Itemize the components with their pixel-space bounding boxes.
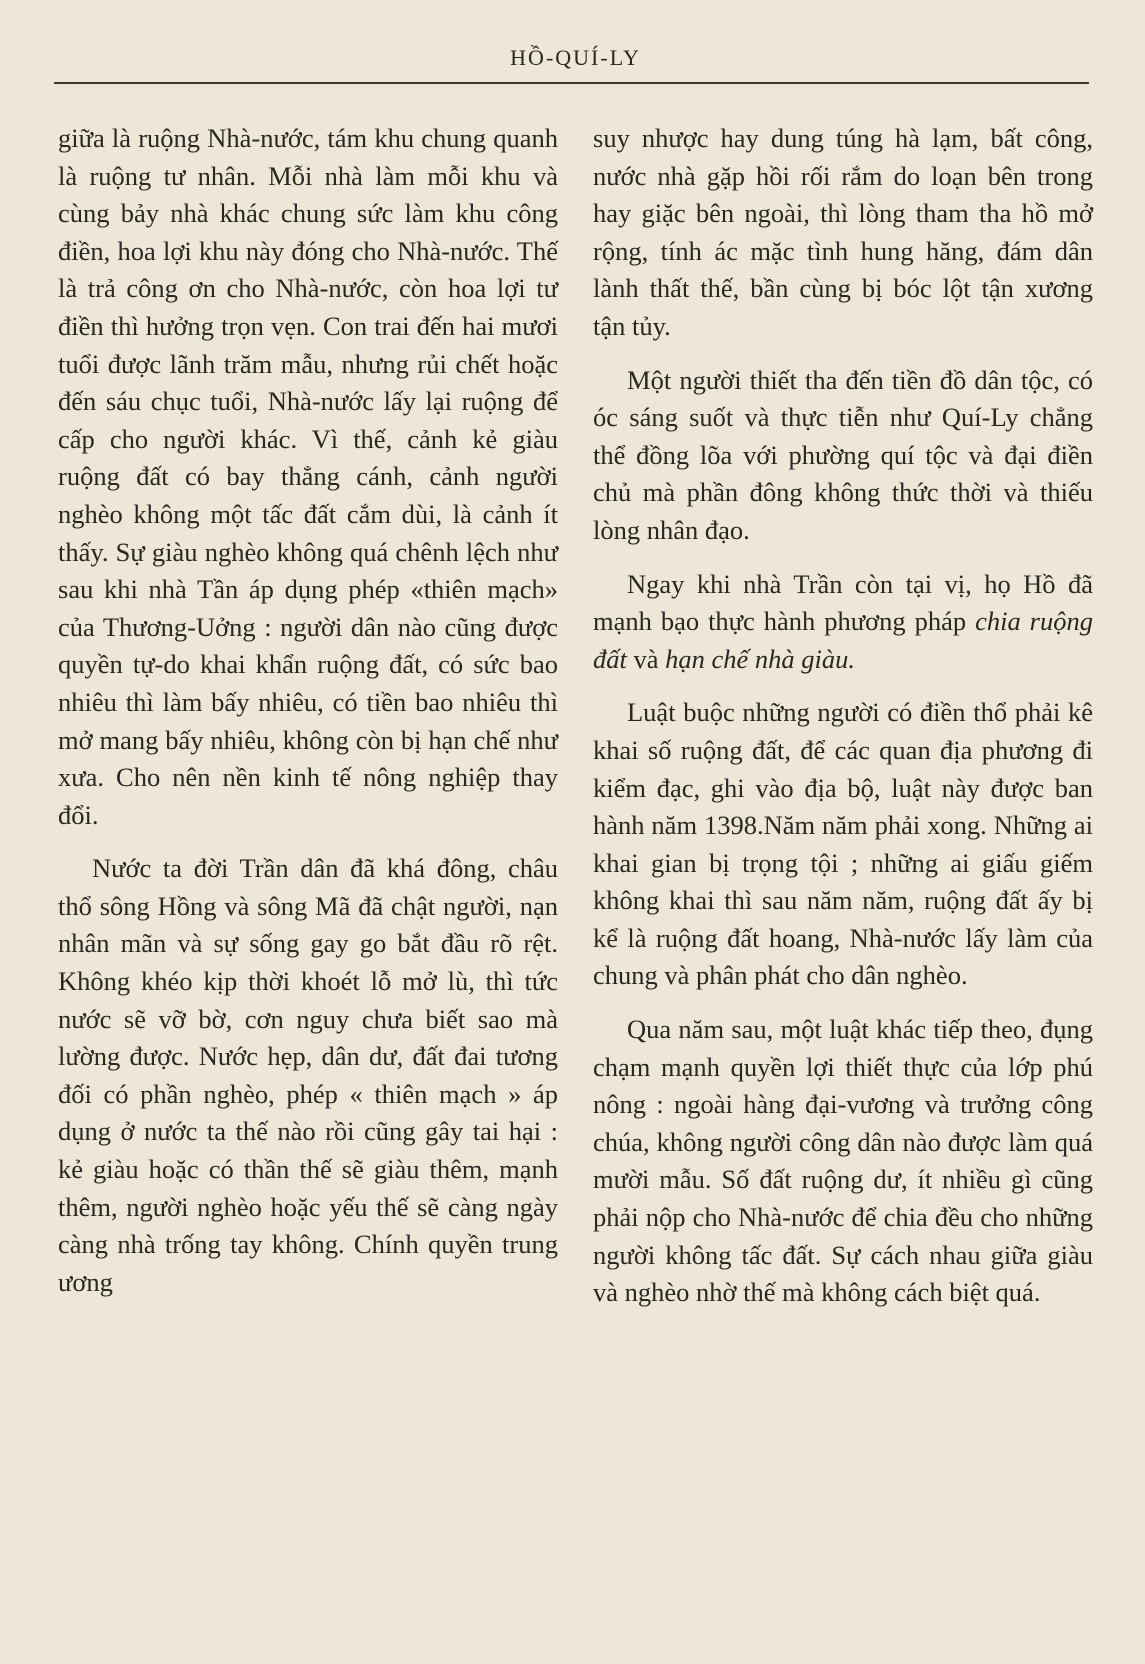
header-rule [54,82,1089,84]
paragraph: Luật buộc những người có điền thổ phải kê khai số ruộng đất, để các quan địa phương đi kiểm đạc, ghi vào địa bộ, luật này được ban hành năm 1398.Năm năm phải xong. Những ai khai gian bị trọng tội ; những ai giấu giếm không khai thì sau năm năm, ruộng đất ấy bị kể là ruộng đất hoang, Nhà-nước lấy làm của chung và phân phát cho dân nghèo. [593,697,1093,991]
italic-phrase: chia ruộng đất [593,606,1093,674]
paragraph: Nước ta đời Trần dân đã khá đông, châu thổ sông Hồng và sông Mã đã chật người, nạn nhân mãn và sự sống gay go bắt đầu rõ rệt. Không khéo kịp thời khoét lỗ mở lù, thì tức nước sẽ vỡ bờ, cơn nguy chưa biết sao mà lường được. Nước hẹp, dân dư, đất đai tương đối có phần nghèo, phép « thiên mạch » áp dụng ở nước ta thế nào rồi cũng gây tai hại : kẻ giàu hoặc có thần thế sẽ giàu thêm, mạnh thêm, người nghèo hoặc yếu thế sẽ càng ngày càng nhà trống tay không. Chính quyền trung ương [58,853,558,1297]
text-columns [58,120,1093,1328]
italic-phrase: hạn chế nhà giàu. [665,643,856,674]
paragraph: Qua năm sau, một luật khác tiếp theo, đụng chạm mạnh quyền lợi thiết thực của lớp phú nông : ngoài hàng đại-vương và trưởng công chúa, không người công dân nào được làm quá mười mẫu. Số đất ruộng dư, ít nhiều gì cũng phải nộp cho Nhà-nước để chia đều cho những người không tấc đất. Sự cách nhau giữa giàu và nghèo nhờ thế mà không cách biệt quá. [593,1014,1093,1308]
text-run: và [626,643,666,674]
text-run: Ngay khi nhà Trần còn tại vị, họ Hồ đã mạnh bạo thực hành phương pháp [593,568,1093,637]
paragraph: Một người thiết tha đến tiền đồ dân tộc, có óc sáng suốt và thực tiễn như Quí-Ly chẳng thể đồng lõa với phường quí tộc và đại điền chủ mà phần đông không thức thời và thiếu lòng nhân đạo. [593,364,1093,545]
paragraph: suy nhược hay dung túng hà lạm, bất công, nước nhà gặp hồi rối rắm do loạn bên trong hay giặc bên ngoài, thì lòng tham tha hồ mở rộng, tính ác mặc tình hung hăng, đám dân lành thất thế, bần cùng bị bóc lột tận xương tận tủy. [593,123,1093,341]
paragraph [593,566,1093,679]
running-head: HỒ-QUÍ-LY [510,45,641,70]
left-column [58,120,558,1328]
paragraph: giữa là ruộng Nhà-nước, tám khu chung quanh là ruộng tư nhân. Mỗi nhà làm mỗi khu và cùng bảy nhà khác chung sức làm khu công điền, hoa lợi khu này đóng cho Nhà-nước. Thế là trả công ơn cho Nhà-nước, còn hoa lợi tư điền thì hưởng trọn vẹn. Con trai đến hai mươi tuổi được lãnh trăm mẫu, nhưng rủi chết hoặc đến sáu chục tuổi, Nhà-nước lấy lại ruộng để cấp cho người khác. Vì thế, cảnh kẻ giàu ruộng đất có bay thẳng cánh, cảnh người nghèo không một tấc đất cắm dùi, là cảnh ít thấy. Sự giàu nghèo không quá chênh lệch như sau khi nhà Tần áp dụng phép «thiên mạch» của Thương-Uởng : người dân nào cũng được quyền tự-do khai khẩn ruộng đất, có sức bao nhiêu thì làm bấy nhiêu, có tiền bao nhiêu thì mở mang bấy nhiêu, không còn bị hạn chế như xưa. Cho nên nền kinh tế nông nghiệp thay đổi. [58,123,558,830]
right-column [593,120,1093,1328]
